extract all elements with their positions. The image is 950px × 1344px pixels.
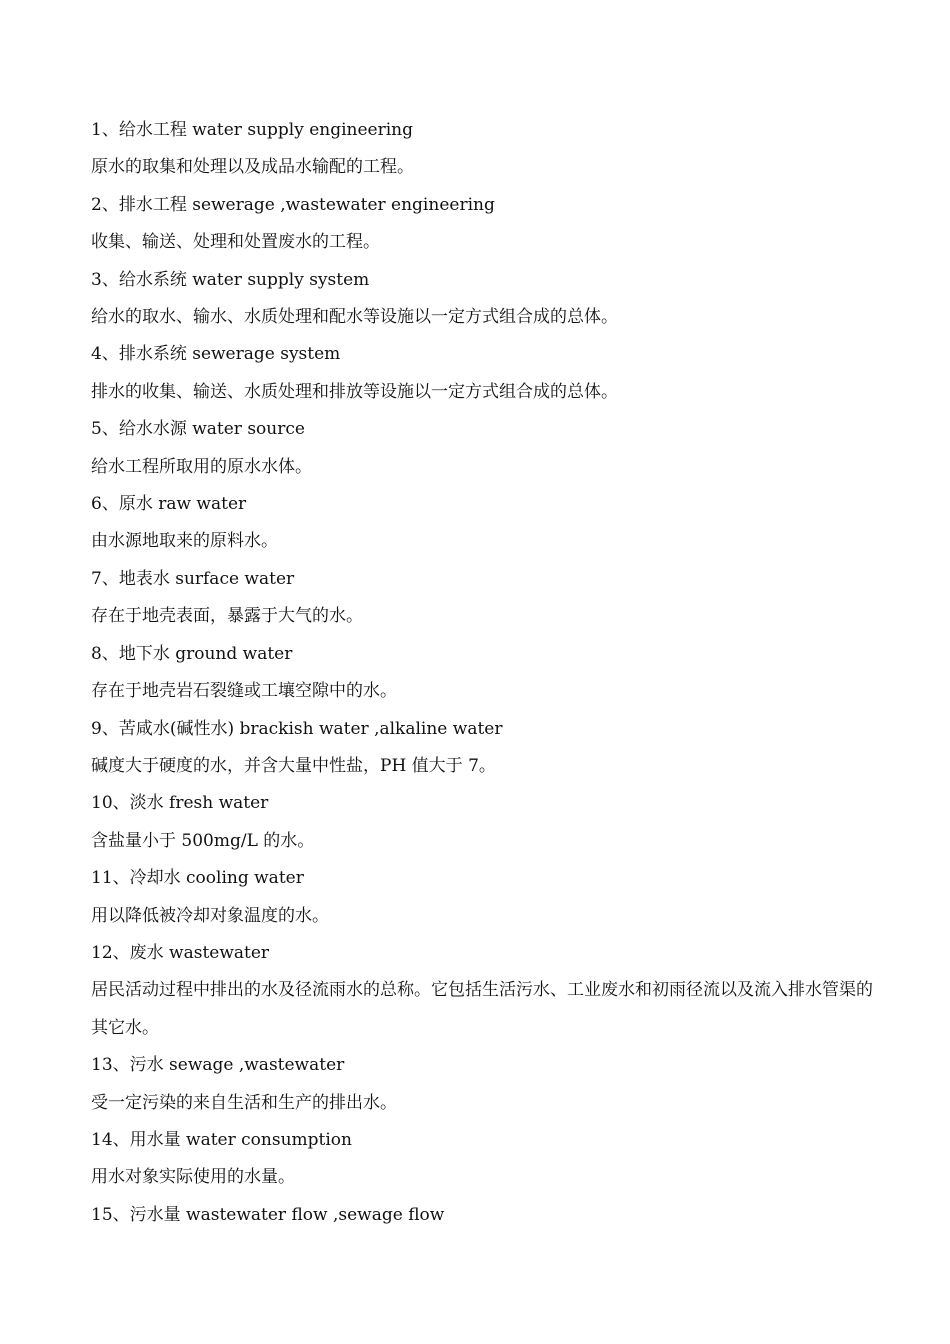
entry-13-term: 13、污水 sewage ,wastewater [91, 1055, 345, 1076]
entry-14-term: 14、用水量 water consumption [91, 1129, 352, 1150]
entry-6-term: 6、原水 raw water [91, 494, 247, 515]
entry-3-definition: 给水的取水、输水、水质处理和配水等设施以一定方式组合成的总体。 [91, 307, 618, 328]
entry-13-definition: 受一定污染的来自生活和生产的排出水。 [91, 1092, 397, 1113]
entry-8-definition: 存在于地壳岩石裂缝或工壤空隙中的水。 [91, 681, 397, 702]
entry-1-definition: 原水的取集和处理以及成品水输配的工程。 [91, 157, 414, 178]
entry-5-definition: 给水工程所取用的原水水体。 [91, 456, 312, 477]
entry-10-term: 10、淡水 fresh water [91, 793, 269, 814]
entry-4-term: 4、排水系统 sewerage system [91, 344, 341, 365]
entry-15-term: 15、污水量 wastewater flow ,sewage flow [91, 1204, 445, 1225]
entry-9-definition: 碱度大于硬度的水，并含大量中性盐，PH 值大于 7。 [91, 755, 496, 776]
entry-11-definition: 用以降低被冷却对象温度的水。 [91, 905, 329, 926]
entry-10-definition: 含盐量小于 500mg/L 的水。 [91, 830, 315, 851]
entry-8-term: 8、地下水 ground water [91, 643, 293, 664]
entry-7-definition: 存在于地壳表面，暴露于大气的水。 [91, 606, 363, 627]
entry-2-definition: 收集、输送、处理和处置废水的工程。 [91, 232, 380, 253]
entry-12-definition: 居民活动过程中排出的水及径流雨水的总称。它包括生活污水、工业废水和初雨径流以及流入排水管渠的其它水。 [91, 980, 873, 1038]
entry-6-definition: 由水源地取来的原料水。 [91, 531, 278, 552]
entry-3-term: 3、给水系统 water supply system [91, 269, 370, 290]
entry-14-definition: 用水对象实际使用的水量。 [91, 1167, 295, 1188]
entry-9-term: 9、苦咸水(碱性水) brackish water ,alkaline water [91, 718, 503, 739]
entry-7-term: 7、地表水 surface water [91, 568, 295, 589]
entry-5-term: 5、给水水源 water source [91, 419, 305, 440]
entry-1-term: 1、给水工程 water supply engineering [91, 120, 414, 140]
document-body [91, 112, 881, 1234]
entry-12-term: 12、废水 wastewater [91, 942, 270, 963]
entry-11-term: 11、冷却水 cooling water [91, 868, 304, 889]
entry-4-definition: 排水的收集、输送、水质处理和排放等设施以一定方式组合成的总体。 [91, 381, 618, 402]
entry-2-term: 2、排水工程 sewerage ,wastewater engineering [91, 194, 495, 215]
